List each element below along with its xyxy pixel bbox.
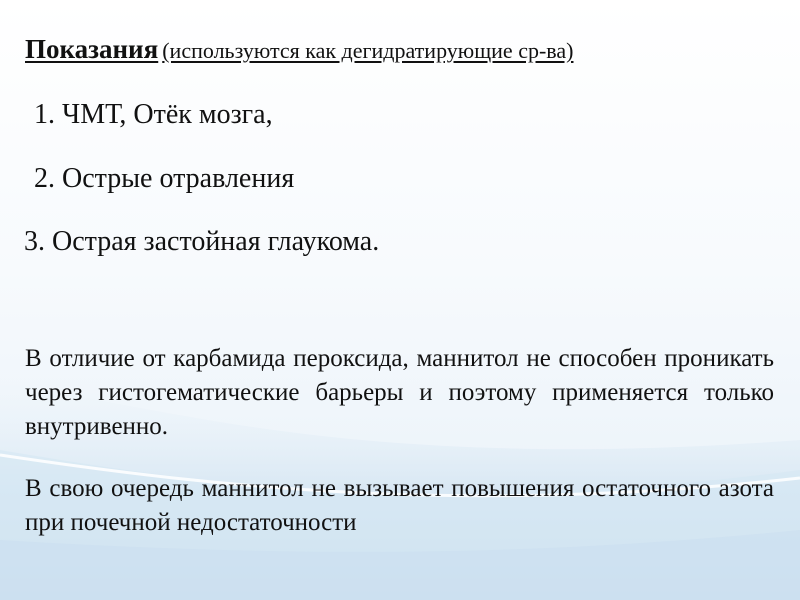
slide-heading bbox=[25, 33, 573, 65]
indication-item: 3. Острая застойная глаукома. bbox=[24, 226, 380, 257]
indication-item: 1. ЧМТ, Отёк мозга, bbox=[34, 99, 273, 130]
indication-item: 2. Острые отравления bbox=[34, 163, 295, 194]
heading-title: Показания bbox=[25, 34, 159, 64]
heading-note: (используются как дегидратирующие ср-ва) bbox=[162, 38, 574, 63]
paragraph: В свою очередь маннитол не вызывает повышения остаточного азота при почечной недостаточности bbox=[25, 475, 774, 536]
paragraph: В отличие от карбамида пероксида, маннитол не способен проникать через гистогематические барьеры и поэтому применяется только внутривенно. bbox=[25, 345, 774, 440]
